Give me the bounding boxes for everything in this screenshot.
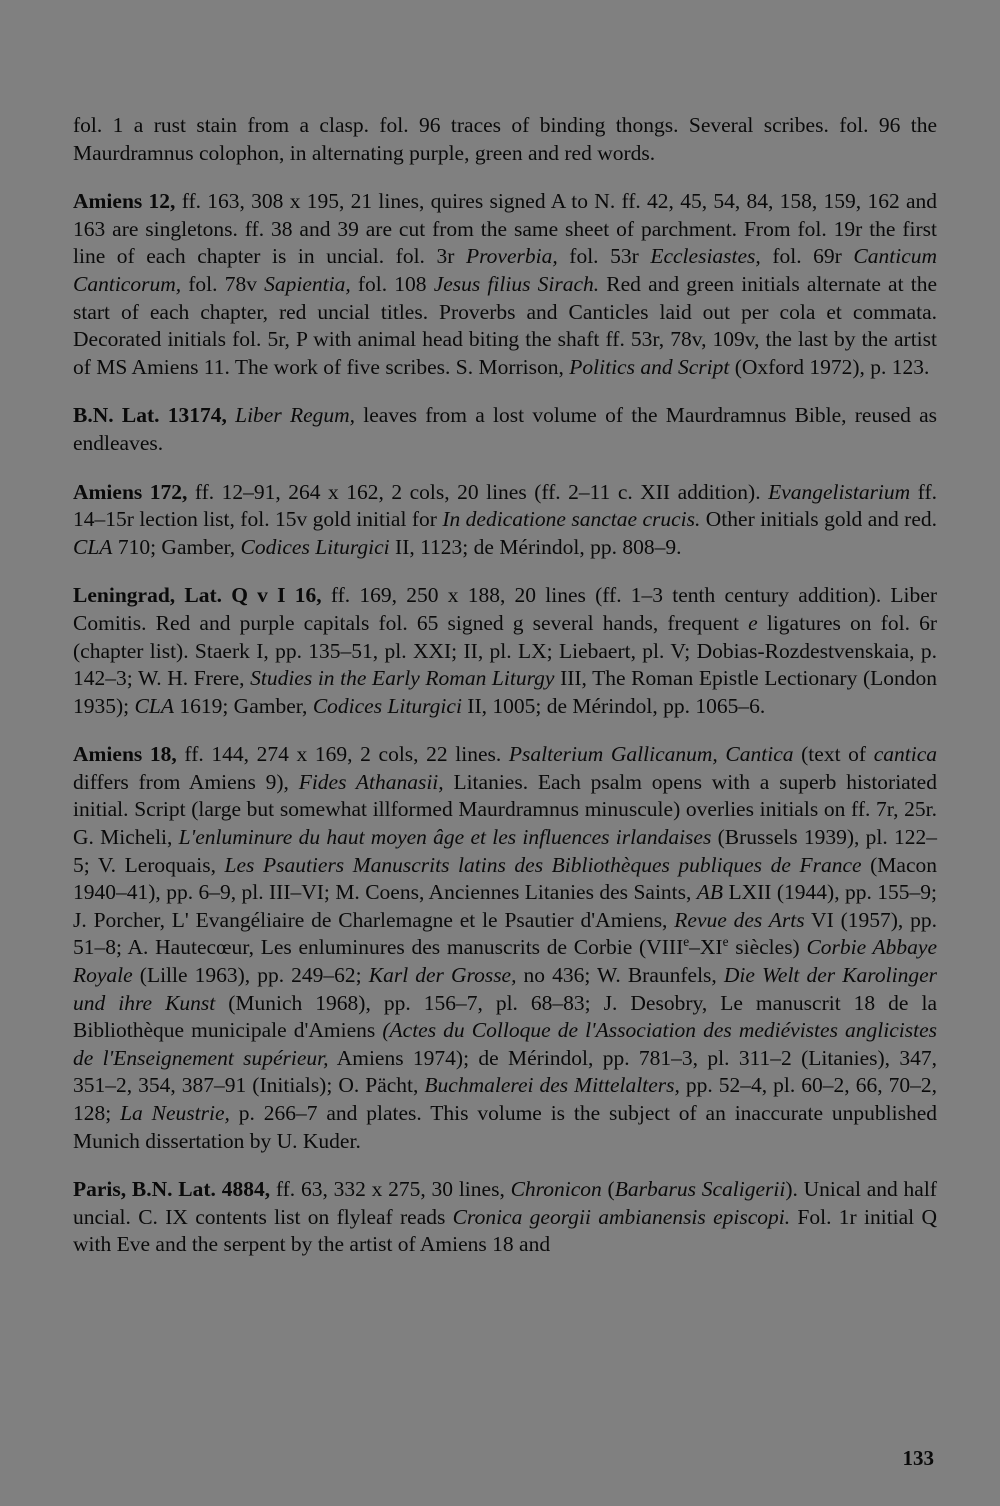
- italic-title: In dedicatione sanctae crucis.: [442, 507, 701, 532]
- italic-title: e: [748, 610, 758, 635]
- entry-text: ff. 144, 274 x 169, 2 cols, 22 lines.: [176, 742, 509, 767]
- italic-title: CLA: [73, 534, 113, 559]
- entry-text: II, 1123; de Mérindol, pp. 808–9.: [389, 534, 682, 559]
- entry-bn-lat-13174: [73, 402, 937, 457]
- entry-text: II, 1005; de Mérindol, pp. 1065–6.: [461, 693, 766, 718]
- entry-text: [227, 403, 235, 427]
- entry-text: (: [601, 1177, 615, 1202]
- entry-text: p. 266–7 and plates. This volume is the subject of an inaccurate unpublished Munich dissertation by U. Kuder.: [73, 1101, 937, 1153]
- italic-title: Canticum Canticorum,: [73, 244, 938, 296]
- entry-heading: Paris, B.N. Lat. 4884,: [73, 1177, 271, 1202]
- italic-title: Ecclesiastes,: [650, 244, 761, 269]
- entry-heading: Amiens 172,: [73, 479, 188, 504]
- entry-text: no 436; W. Braunfels,: [516, 963, 724, 988]
- italic-title: Codices Liturgici: [312, 693, 462, 718]
- italic-title: Buchmalerei des Mittelalters,: [424, 1073, 680, 1098]
- entry-amiens-172: [73, 479, 937, 562]
- italic-title: Studies in the Early Roman Liturgy: [250, 666, 555, 691]
- entry-heading: Amiens 12,: [73, 189, 176, 214]
- entry-text: fol. 53r: [557, 244, 651, 269]
- superscript: e: [683, 934, 690, 950]
- italic-title: Fides Athanasii,: [298, 769, 444, 794]
- entry-leningrad: [73, 582, 937, 720]
- entry-text: (Macon 1940–41), pp. 6–9, pl. III–VI; M. Coens, Anciennes Litanies des Saints,: [73, 852, 937, 905]
- italic-title: Barbarus Scaligerii: [614, 1177, 786, 1202]
- entry-text: ff. 63, 332 x 275, 30 lines,: [270, 1177, 511, 1202]
- entry-text: ff. 14–15r lection list, fol. 15v gold initial for: [73, 479, 937, 532]
- italic-title: AB: [696, 880, 724, 905]
- entry-heading: B.N. Lat. 13174,: [73, 403, 227, 428]
- entry-text: pp. 52–4, pl. 60–2, 66, 70–2, 128;: [73, 1073, 937, 1125]
- italic-title: Politics and Script: [569, 354, 730, 379]
- superscript: e: [722, 934, 729, 950]
- italic-title: Cronica georgii ambianensis episcopi.: [452, 1204, 791, 1229]
- entry-text: (Oxford 1972), p. 123.: [729, 354, 930, 379]
- italic-title: CLA: [134, 693, 174, 718]
- italic-title: Proverbia,: [465, 244, 558, 269]
- entry-text: fol. 78v: [181, 271, 265, 296]
- entry-text: ff. 169, 250 x 188, 20 lines (ff. 1–3 tenth century addition). Liber Comitis. Red and purple capitals fol. 65 signed g several hands, frequent: [73, 583, 937, 635]
- italic-title: (Actes du Colloque de l'Association des mediévistes anglicistes de l'Enseignement supérieur,: [73, 1018, 937, 1070]
- italic-title: La Neustrie,: [120, 1101, 230, 1125]
- entry-text: Red and green initials alternate at the start of each chapter, red uncial titles. Proverbs and Canticles laid out per cola et commata. Decorated initials fol. 5r, P with animal head biting the shaft ff. 53r, 78v, 109v, the last by the artist of MS Amiens 11. The work of five scribes. S. Morrison,: [73, 271, 937, 379]
- italic-title: Jesus filius Sirach.: [433, 271, 600, 296]
- entry-paris-bn-lat-4884: [73, 1176, 937, 1259]
- entry-text: fol. 108: [350, 271, 434, 296]
- entry-text: ). Unical and half uncial. C. IX contents list on flyleaf reads: [73, 1177, 937, 1229]
- entry-text: (Brussels 1939), pl. 122–5; V. Leroquais,: [73, 825, 937, 877]
- entry-text: 710; Gamber,: [112, 534, 241, 559]
- italic-title: Revue des Arts: [674, 907, 805, 932]
- italic-title: Die Welt der Karolinger und ihre Kunst: [73, 963, 937, 1015]
- entry-text: 1619; Gamber,: [173, 693, 313, 718]
- italic-title: Evangelistarium: [768, 479, 911, 504]
- italic-title: cantica: [873, 742, 938, 767]
- entry-1: [73, 112, 937, 167]
- entry-amiens-18: [73, 741, 937, 1155]
- entry-text: ligatures on fol. 6r (chapter list). Staerk I, pp. 135–51, pl. XXI; II, pl. LX; Liebaert, pl. V; Dobias-Rozdestvenskaia, p. 142–3; W. H. Frere,: [73, 610, 937, 691]
- page-number: 133: [902, 1446, 934, 1470]
- entry-text: (Lille 1963), pp. 249–62;: [132, 963, 369, 988]
- entry-text: Amiens 1974); de Mérindol, pp. 781–3, pl. 311–2 (Litanies), 347, 351–2, 354, 387–91 (Initials); O. Pächt,: [73, 1045, 938, 1098]
- italic-title: Sapientia,: [264, 271, 351, 296]
- entry-text: Fol. 1r initial Q with Eve and the serpent by the artist of Amiens 18 and: [73, 1204, 937, 1257]
- page-body: [73, 112, 937, 1280]
- entry-text: siècles): [728, 935, 807, 960]
- entry-heading: Leningrad, Lat. Q v I 16,: [73, 583, 322, 608]
- entry-heading: Amiens 18,: [73, 742, 177, 767]
- italic-title: L'enluminure du haut moyen âge et les influences irlandaises: [178, 825, 712, 850]
- entry-text: leaves from a lost volume of the Maurdramnus Bible, reused as endleaves.: [73, 403, 938, 455]
- entry-text: (text of: [793, 742, 874, 767]
- italic-title: Karl der Grosse,: [368, 963, 517, 988]
- italic-title: Les Psautiers Manuscrits latins des Bibliothèques publiques de France: [224, 852, 862, 877]
- entry-text: ff. 12–91, 264 x 162, 2 cols, 20 lines (ff. 2–11 c. XII addition).: [187, 479, 769, 504]
- entry-text: ff. 163, 308 x 195, 21 lines, quires signed A to N. ff. 42, 45, 54, 84, 158, 159, 162 and 163 are singletons. ff. 38 and 39 are cut from the same sheet of parchment. From fol. 19r the first line of each chapter is in uncial. fol. 3r: [73, 189, 938, 269]
- entry-text: –XI: [689, 935, 723, 960]
- italic-title: Liber Regum,: [235, 403, 356, 428]
- italic-title: Chronicon: [510, 1177, 602, 1202]
- italic-title: Psalterium Gallicanum, Cantica: [508, 742, 794, 767]
- entry-text: fol. 69r: [760, 244, 854, 269]
- entry-text: LXII (1944), pp. 155–9; J. Porcher, L' Evangéliaire de Charlemagne et le Psautier d'Amiens,: [73, 880, 937, 932]
- entry-text: VI (1957), pp. 51–8; A. Hautecœur, Les enluminures des manuscrits de Corbie (VIII: [73, 907, 937, 960]
- italic-title: Codices Liturgici: [240, 534, 390, 559]
- entry-text: differs from Amiens 9),: [73, 769, 299, 794]
- entry-text: III, The Roman Epistle Lectionary (London 1935);: [73, 666, 937, 718]
- entry-text: (Munich 1968), pp. 156–7, pl. 68–83; J. Desobry, Le manuscrit 18 de la Bibliothèque municipale d'Amiens: [73, 990, 937, 1043]
- entry-amiens-12: [73, 188, 937, 381]
- entry-text: Other initials gold and red.: [700, 507, 937, 532]
- entry-text: Litanies. Each psalm opens with a superb historiated initial. Script (large but somewhat illformed Maurdramnus minuscule) overlies initials on ff. 7r, 25r. G. Micheli,: [73, 769, 937, 850]
- entry-text: fol. 1 a rust stain from a clasp. fol. 96 traces of binding thongs. Several scribes. fol. 96 the Maurdramnus colophon, in alternating purple, green and red words.: [73, 113, 937, 165]
- italic-title: Corbie Abbaye Royale: [73, 935, 937, 988]
